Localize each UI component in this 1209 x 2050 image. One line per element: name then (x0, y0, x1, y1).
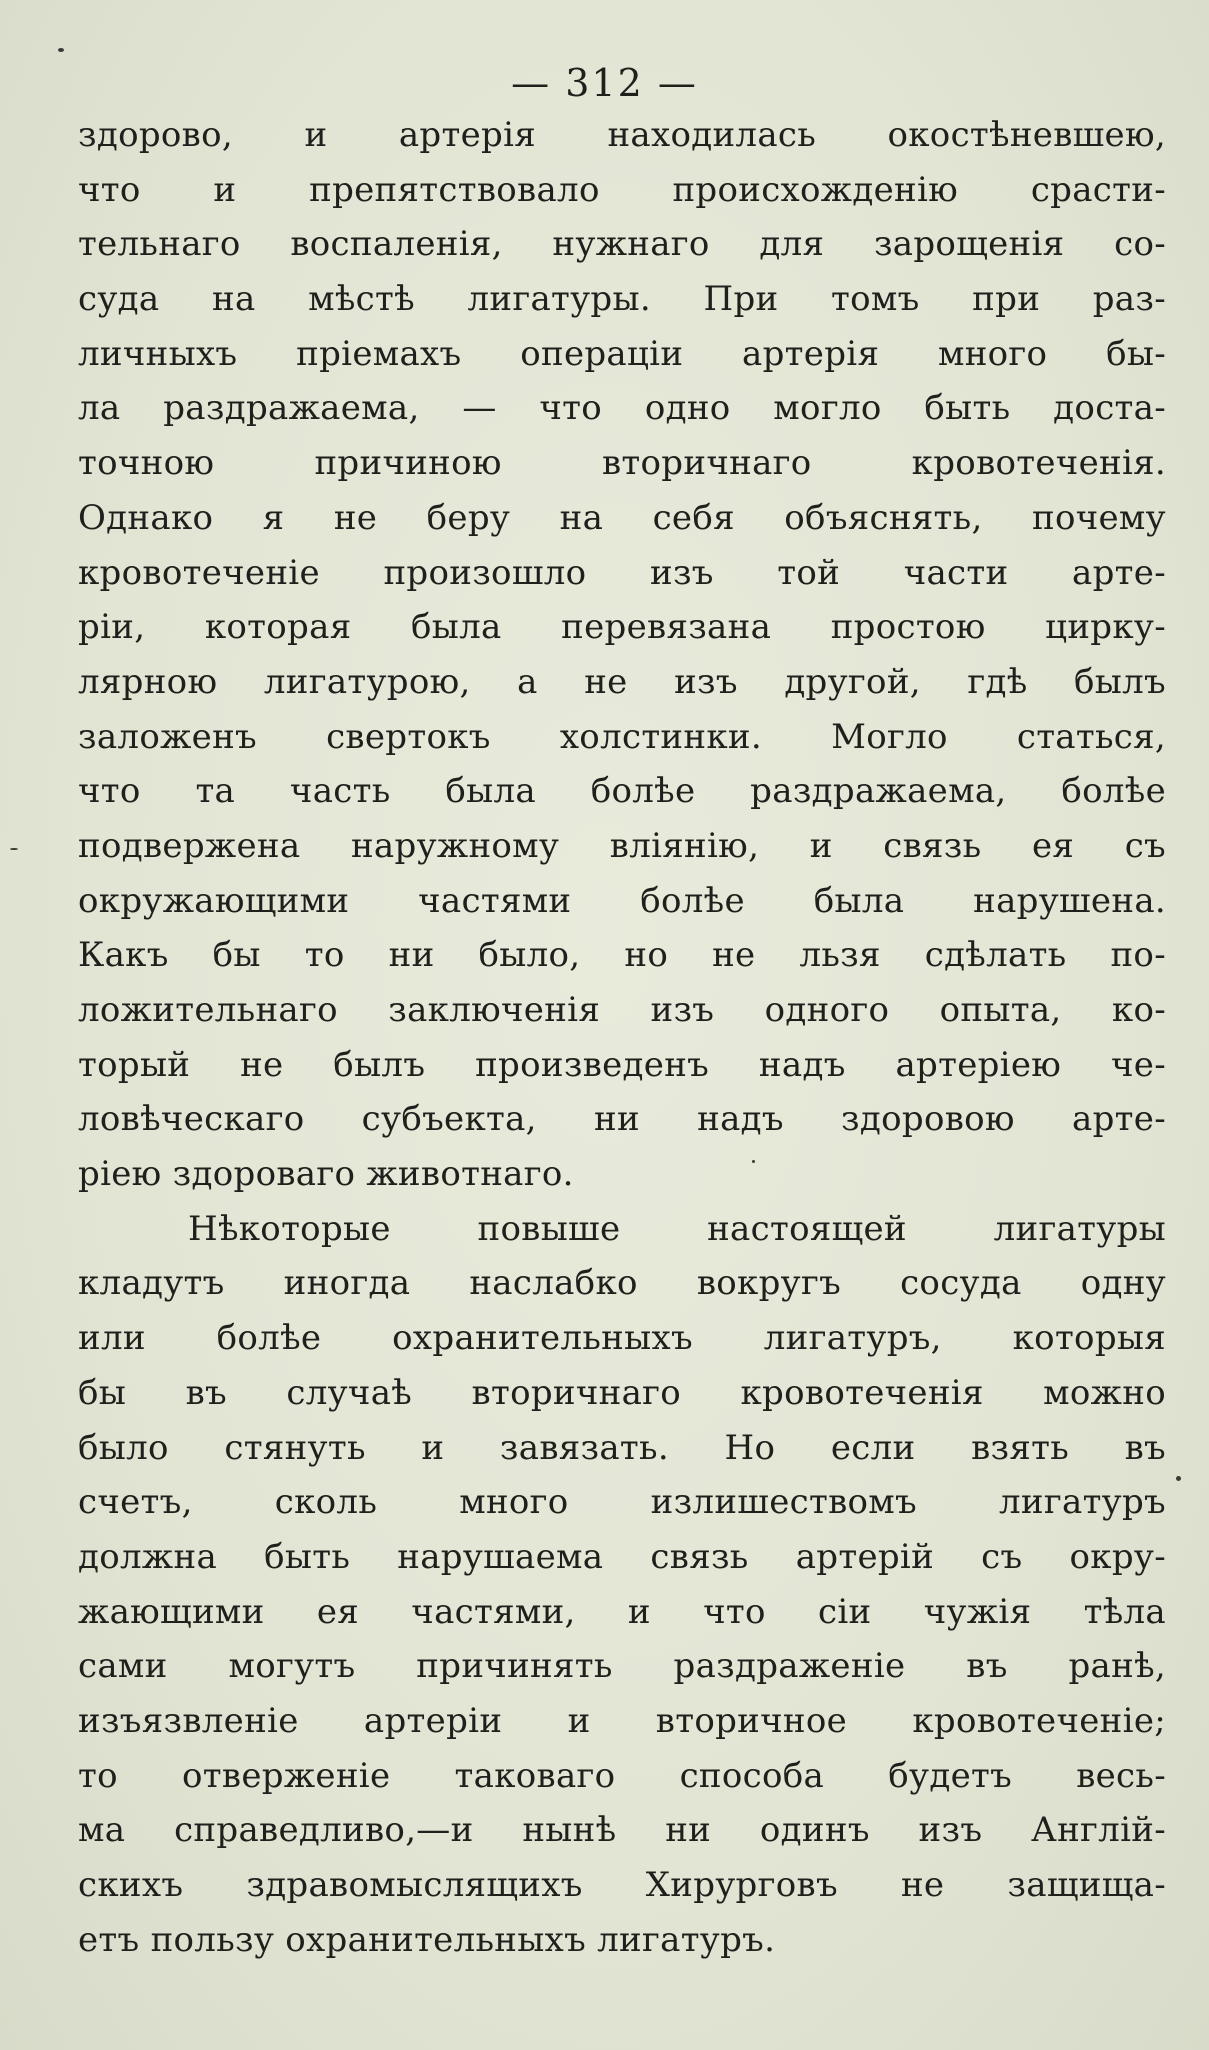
text-line: суда на мѣстѣ лигатуры. При томъ при раз- (78, 279, 1166, 320)
text-line: точною причиною вторичнаго кровотеченія. (78, 443, 1166, 484)
paragraph-1 (78, 108, 1166, 1202)
text-line: кровотеченіе произошло изъ той части арте- (78, 552, 1166, 593)
text-line: что и препятствовало происхожденію срасти- (78, 169, 1166, 210)
text-line: изъязвленіе артеріи и вторичное кровотеченіе; (78, 1700, 1166, 1741)
text-line: торый не былъ произведенъ надъ артеріею че- (78, 1044, 1166, 1085)
text-line: ма справедливо,—и нынѣ ни одинъ изъ Англій- (78, 1810, 1166, 1851)
text-line: окружающими частями болѣе была нарушена. (78, 880, 1166, 921)
text-line: было стянуть и завязать. Но если взять въ (78, 1427, 1166, 1468)
text-line: тельнаго воспаленія, нужнаго для зарощенія со- (78, 224, 1166, 265)
body-text (78, 108, 1166, 1967)
text-line: Однако я не беру на себя объяснять, почему (78, 497, 1166, 538)
page-number: — 312 — (511, 61, 698, 105)
text-line: Нѣкоторые повыше настоящей лигатуры (188, 1208, 1166, 1249)
ink-speck (10, 848, 18, 850)
ink-speck (58, 48, 64, 52)
text-line: бы въ случаѣ вторичнаго кровотеченія можно (78, 1372, 1166, 1413)
text-line: счетъ, сколь много излишествомъ лигатуръ (78, 1482, 1166, 1523)
text-line: заложенъ свертокъ холстинки. Могло статься, (78, 716, 1166, 757)
text-line: сами могутъ причинять раздраженіе въ ранѣ, (78, 1646, 1166, 1687)
text-line: скихъ здравомыслящихъ Хирурговъ не защища- (78, 1865, 1166, 1905)
text-line: подвержена наружному вліянію, и связь ея съ (78, 825, 1166, 866)
text-line: здорово, и артерія находилась окостѣневшею, (78, 115, 1166, 155)
text-line: ла раздражаема, — что одно могло быть доста- (78, 388, 1166, 429)
text-line: лярною лигатурою, а не изъ другой, гдѣ былъ (78, 661, 1166, 702)
ink-speck (1176, 1476, 1181, 1481)
text-line: жающими ея частями, и что сіи чужія тѣла (78, 1591, 1166, 1632)
text-line: етъ пользу охранительныхъ лигатуръ. (78, 1919, 776, 1960)
ink-speck (752, 1160, 755, 1163)
text-line: должна быть нарушаема связь артерій съ окру- (78, 1536, 1166, 1577)
text-line: ріи, которая была перевязана простою цирку- (78, 607, 1166, 648)
paragraph-2 (78, 1202, 1166, 1968)
text-line: кладутъ иногда наслабко вокругъ сосуда одну (78, 1263, 1166, 1304)
text-line: ловѣческаго субъекта, ни надъ здоровою арте- (78, 1099, 1166, 1140)
text-line: или болѣе охранительныхъ лигатуръ, которыя (78, 1318, 1166, 1359)
text-line: ріею здороваго животнаго. (78, 1154, 574, 1195)
text-line: личныхъ пріемахъ операціи артерія много бы- (78, 333, 1166, 374)
text-line: что та часть была болѣе раздражаема, болѣе (78, 771, 1166, 812)
text-line: ложительнаго заключенія изъ одного опыта, ко- (78, 990, 1166, 1030)
text-line: то отверженіе таковаго способа будетъ весь- (78, 1755, 1166, 1796)
text-line: Какъ бы то ни было, но не льзя сдѣлать по- (78, 935, 1166, 976)
